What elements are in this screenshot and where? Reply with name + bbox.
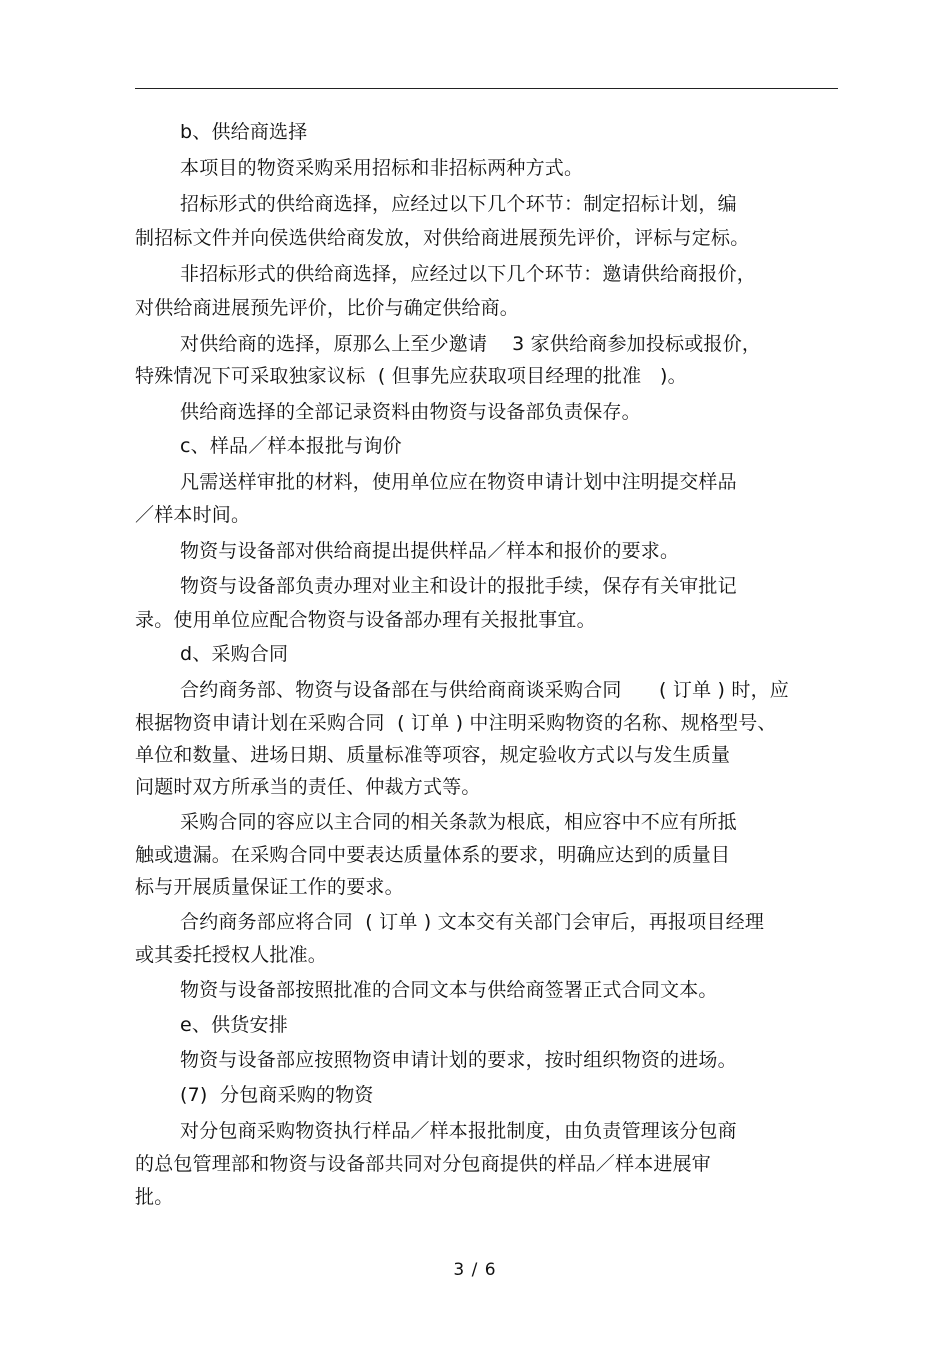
paragraph-line: 触或遗漏。在采购合同中要表达质量体系的要求，明确应达到的质量目: [135, 844, 731, 866]
paragraph-line: 物资与设备部负责办理对业主和设计的报批手续，保存有关审批记: [180, 575, 737, 597]
heading-c: c、样品／样本报批与询价: [180, 435, 402, 457]
paragraph-line: ／样本时间。: [135, 504, 251, 526]
heading-b: b、供给商选择: [180, 121, 308, 143]
paragraph-line: 对供给商的选择，原那么上至少邀请 3 家供给商参加投标或报价，: [180, 333, 762, 355]
paragraph-line: 录。使用单位应配合物资与设备部办理有关报批事宜。: [135, 609, 596, 631]
paragraph-line: 采购合同的容应以主合同的相关条款为根底，相应容中不应有所抵: [180, 811, 737, 833]
paragraph-line: 非招标形式的供给商选择，应经过以下几个环节：邀请供给商报价，: [180, 263, 757, 285]
paragraph-line: 本项目的物资采购采用招标和非招标两种方式。: [180, 157, 584, 179]
paragraph-line: 对分包商采购物资执行样品／样本报批制度，由负责管理该分包商: [180, 1120, 737, 1142]
paragraph-line: 标与开展质量保证工作的要求。: [135, 876, 404, 898]
paragraph-line: 物资与设备部对供给商提出提供样品／样本和报价的要求。: [180, 540, 680, 562]
paragraph-line: 招标形式的供给商选择，应经过以下几个环节：制定招标计划，编: [180, 193, 737, 215]
header-rule: [135, 88, 838, 89]
heading-d: d、采购合同: [180, 643, 289, 665]
paragraph-line: 的总包管理部和物资与设备部共同对分包商提供的样品／样本进展审: [135, 1153, 712, 1175]
paragraph-line: 问题时双方所承当的责任、仲裁方式等。: [135, 776, 481, 798]
heading-7: (7) 分包商采购的物资: [180, 1084, 374, 1106]
heading-e: e、供货安排: [180, 1014, 288, 1036]
paragraph-line: 供给商选择的全部记录资料由物资与设备部负责保存。: [180, 401, 641, 423]
paragraph-line: 特殊情况下可采取独家议标 ( 但事先应获取项目经理的批准 )。: [135, 365, 687, 387]
paragraph-line: 根据物资申请计划在采购合同 ( 订单 ) 中注明采购物资的名称、规格型号、: [135, 712, 777, 734]
paragraph-line: 或其委托授权人批准。: [135, 944, 328, 966]
paragraph-line: 合约商务部应将合同 ( 订单 ) 文本交有关部门会审后，再报项目经理: [180, 911, 765, 933]
paragraph-line: 批。: [135, 1186, 174, 1208]
paragraph-line: 物资与设备部按照批准的合同文本与供给商签署正式合同文本。: [180, 979, 718, 1001]
paragraph-line: 对供给商进展预先评价，比价与确定供给商。: [135, 297, 520, 319]
paragraph-line: 合约商务部、物资与设备部在与供给商商谈采购合同 ( 订单 ) 时，应: [180, 679, 789, 701]
page-number: 3 / 6: [453, 1260, 497, 1280]
paragraph-line: 单位和数量、进场日期、质量标准等项容，规定验收方式以与发生质量: [135, 744, 731, 766]
paragraph-line: 凡需送样审批的材料，使用单位应在物资申请计划中注明提交样品: [180, 471, 737, 493]
paragraph-line: 物资与设备部应按照物资申请计划的要求，按时组织物资的进场。: [180, 1049, 737, 1071]
paragraph-line: 制招标文件并向侯选供给商发放，对供给商进展预先评价，评标与定标。: [135, 227, 750, 249]
